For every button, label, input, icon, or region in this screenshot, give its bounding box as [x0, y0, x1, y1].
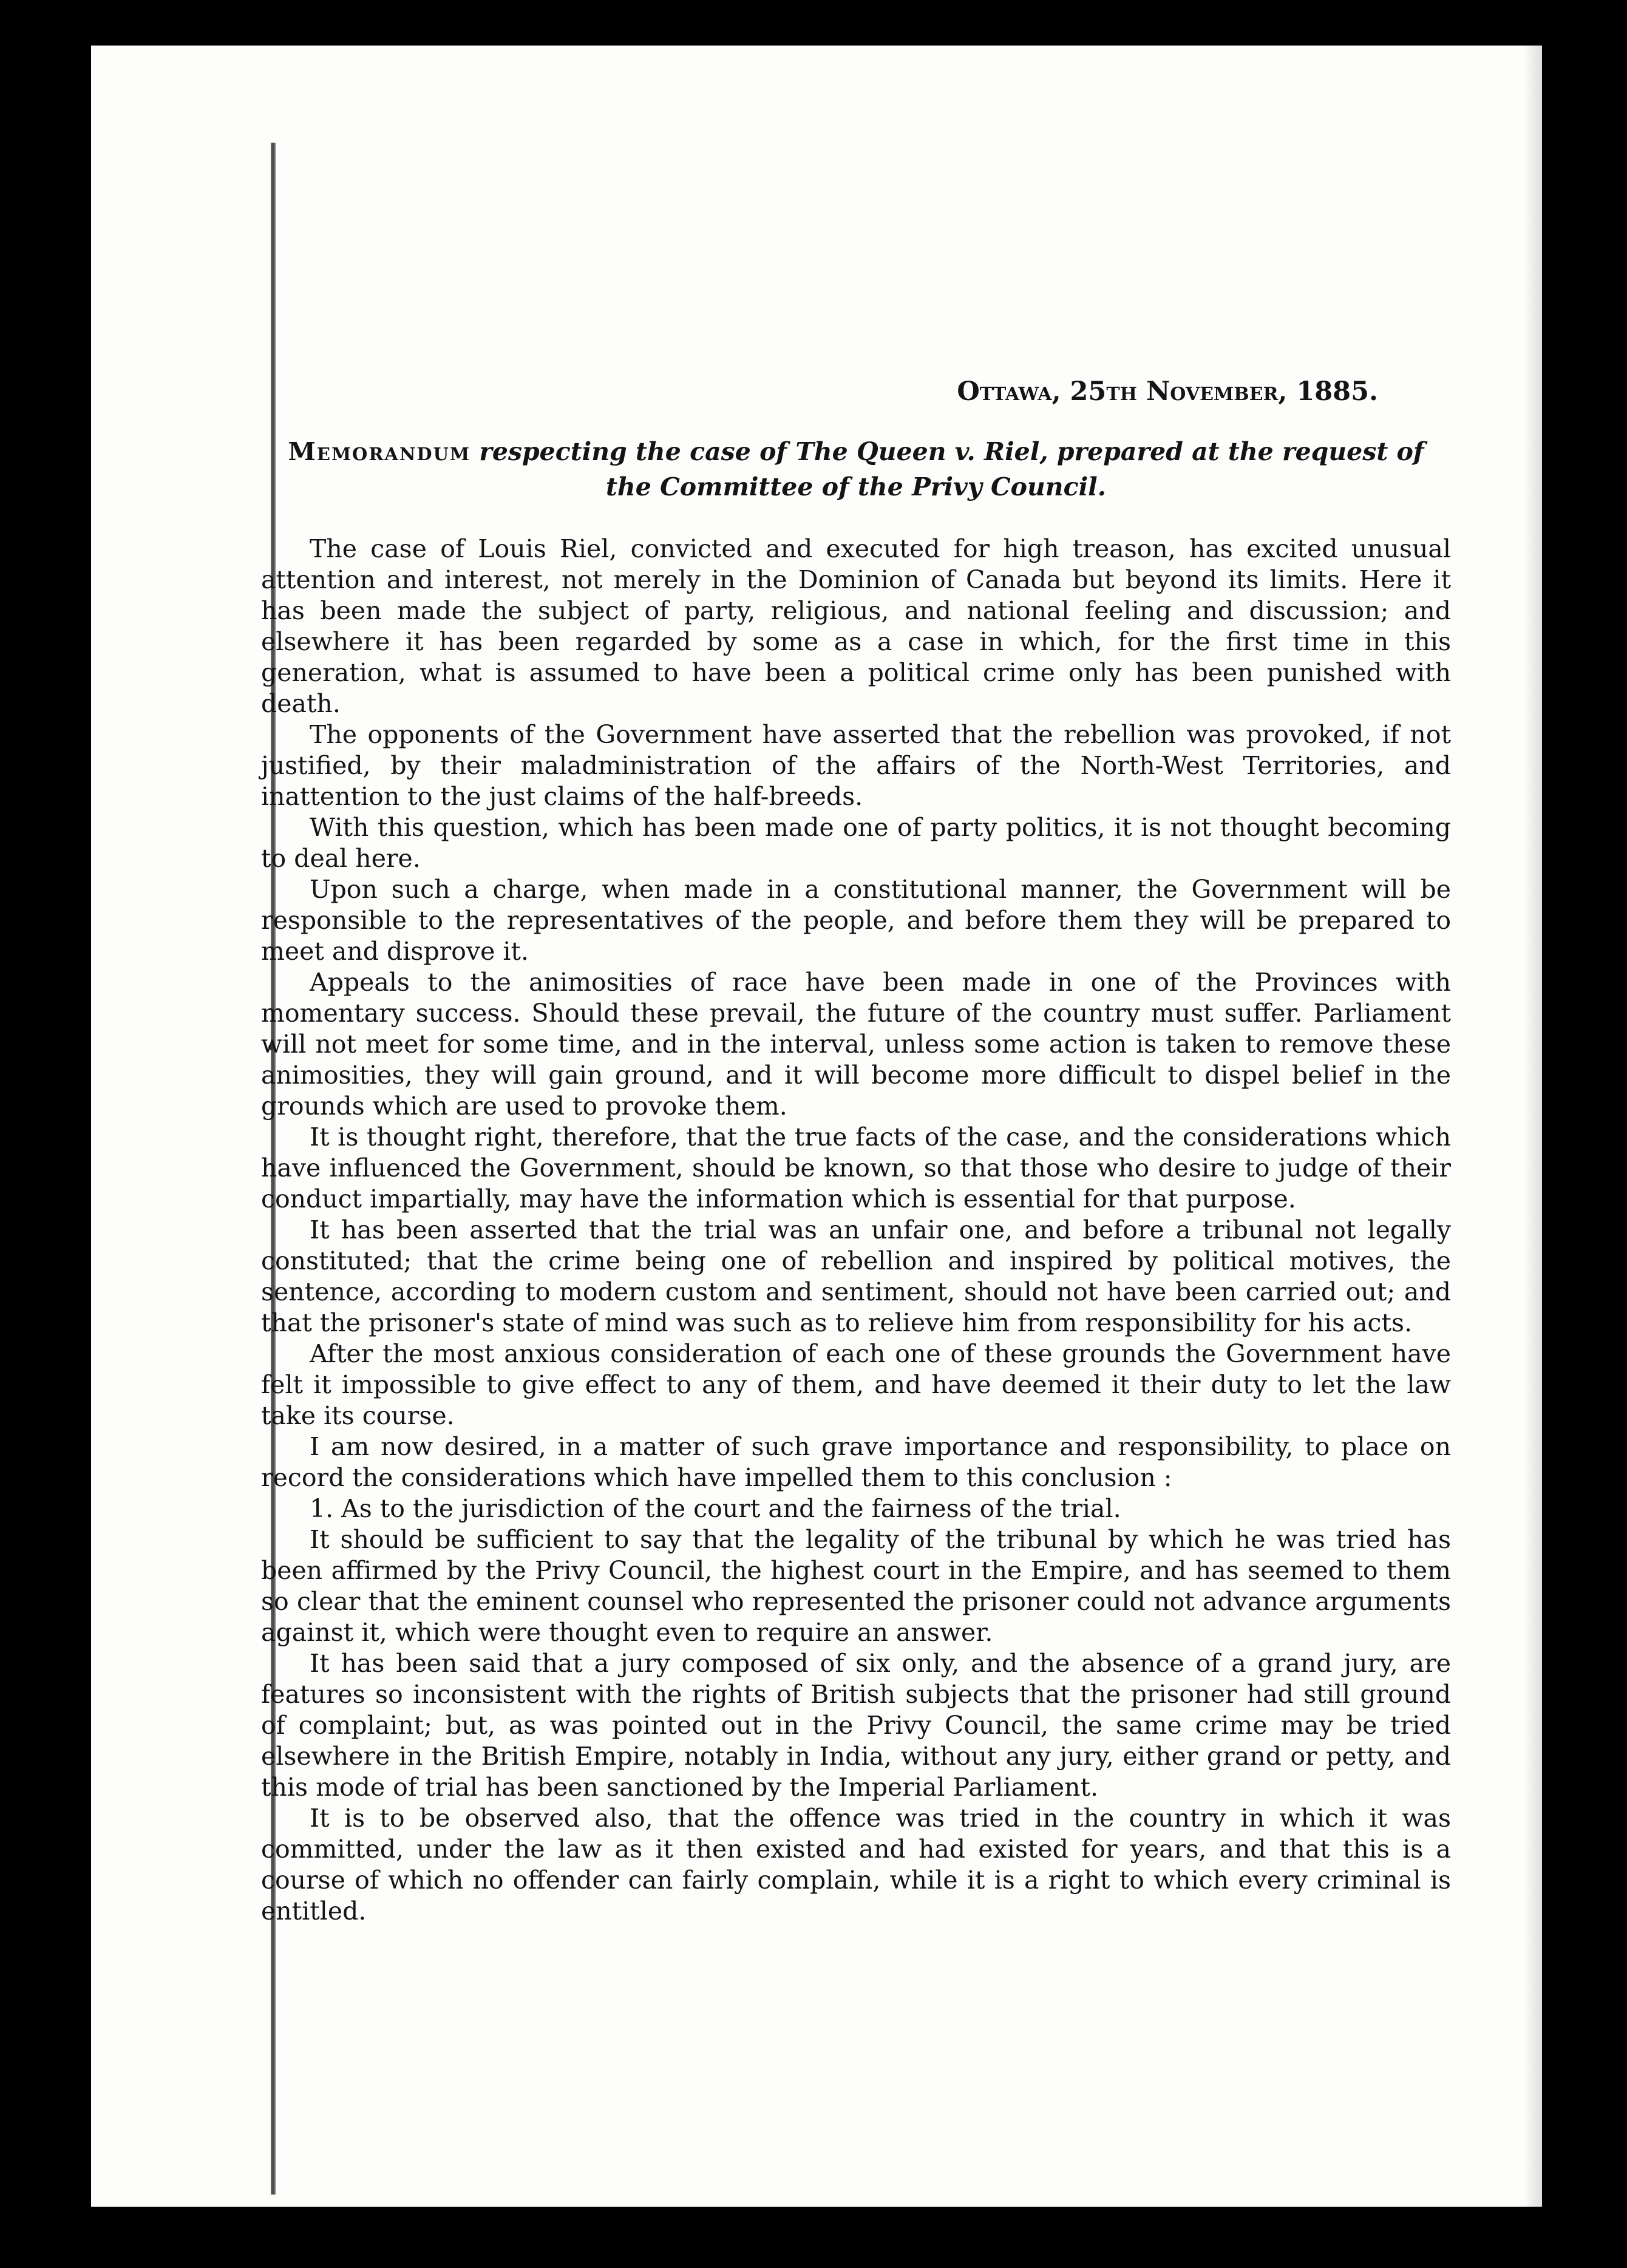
paragraph: I am now desired, in a matter of such grave importance and responsibility, to place on record the considerations which have impelled them to this conclusion :: [261, 1432, 1451, 1492]
dateline: Ottawa, 25th November, 1885.: [957, 376, 1378, 407]
paragraph: The opponents of the Government have asserted that the rebellion was provoked, if not justified, by their maladministration of the affairs of the North-West Territories, and inattention to the just claims of the half-breeds.: [261, 720, 1451, 811]
paragraph: It is thought right, therefore, that the true facts of the case, and the considerations which have influenced the Government, should be known, so that those who desire to judge of their conduct impartially, may have the information which is essential for that purpose.: [261, 1122, 1451, 1214]
paragraph: It has been asserted that the trial was an unfair one, and before a tribunal not legally constituted; that the crime being one of rebellion and inspired by political motives, the sentence, according to modern custom and sentiment, should not have been carried out; and that the prisoner's state of mind was such as to relieve him from responsibility for his acts.: [261, 1215, 1451, 1337]
paragraph: Upon such a charge, when made in a constitutional manner, the Government will be responsible to the representatives of the people, and before them they will be prepared to meet and disprove it.: [261, 875, 1451, 966]
memorandum-label: Memorandum: [288, 437, 470, 466]
memorandum-body: [261, 534, 1451, 1927]
page-edge-shadow: [1524, 46, 1542, 2207]
paragraph: The case of Louis Riel, convicted and executed for high treason, has excited unusual attention and interest, not merely in the Dominion of Canada but beyond its limits. Here it has been made the subject of party, religious, and national feeling and discussion; and elsewhere it has been regarded by some as a case in which, for the first time in this generation, what is assumed to have been a political crime only has been punished with death.: [261, 534, 1451, 718]
paragraph: With this question, which has been made one of party politics, it is not thought becoming to deal here.: [261, 813, 1451, 873]
paragraph: It has been said that a jury composed of six only, and the absence of a grand jury, are features so inconsistent with the rights of British subjects that the prisoner had still ground of complaint; but, as was pointed out in the Privy Council, the same crime may be tried elsewhere in the British Empire, notably in India, without any jury, either grand or petty, and this mode of trial has been sanctioned by the Imperial Parliament.: [261, 1649, 1451, 1802]
paragraph: It is to be observed also, that the offence was tried in the country in which it was committed, under the law as it then existed and had existed for years, and that this is a course of which no offender can fairly complain, while it is a right to which every criminal is entitled.: [261, 1804, 1451, 1926]
section-heading: 1. As to the jurisdiction of the court and the fairness of the trial.: [310, 1494, 1121, 1523]
memorandum-heading: [285, 434, 1427, 504]
paragraph: After the most anxious consideration of each one of these grounds the Government have felt it impossible to give effect to any of them, and have deemed it their duty to let the law take its course.: [261, 1339, 1451, 1430]
paragraph: It should be sufficient to say that the legality of the tribunal by which he was tried has been affirmed by the Privy Council, the highest court in the Empire, and has seemed to them so clear that the eminent counsel who represented the prisoner could not advance arguments against it, which were thought even to require an answer.: [261, 1525, 1451, 1647]
memorandum-subject: respecting the case of The Queen v. Riel, prepared at the request of the Committee of the Privy Council.: [470, 437, 1424, 501]
document-page: [91, 46, 1542, 2207]
document-content: [261, 373, 1451, 1927]
paragraph: Appeals to the animosities of race have been made in one of the Provinces with momentary success. Should these prevail, the future of the country must suffer. Parliament will not meet for some time, and in the interval, unless some action is taken to remove these animosities, they will gain ground, and it will become more difficult to dispel belief in the grounds which are used to provoke them.: [261, 968, 1451, 1121]
